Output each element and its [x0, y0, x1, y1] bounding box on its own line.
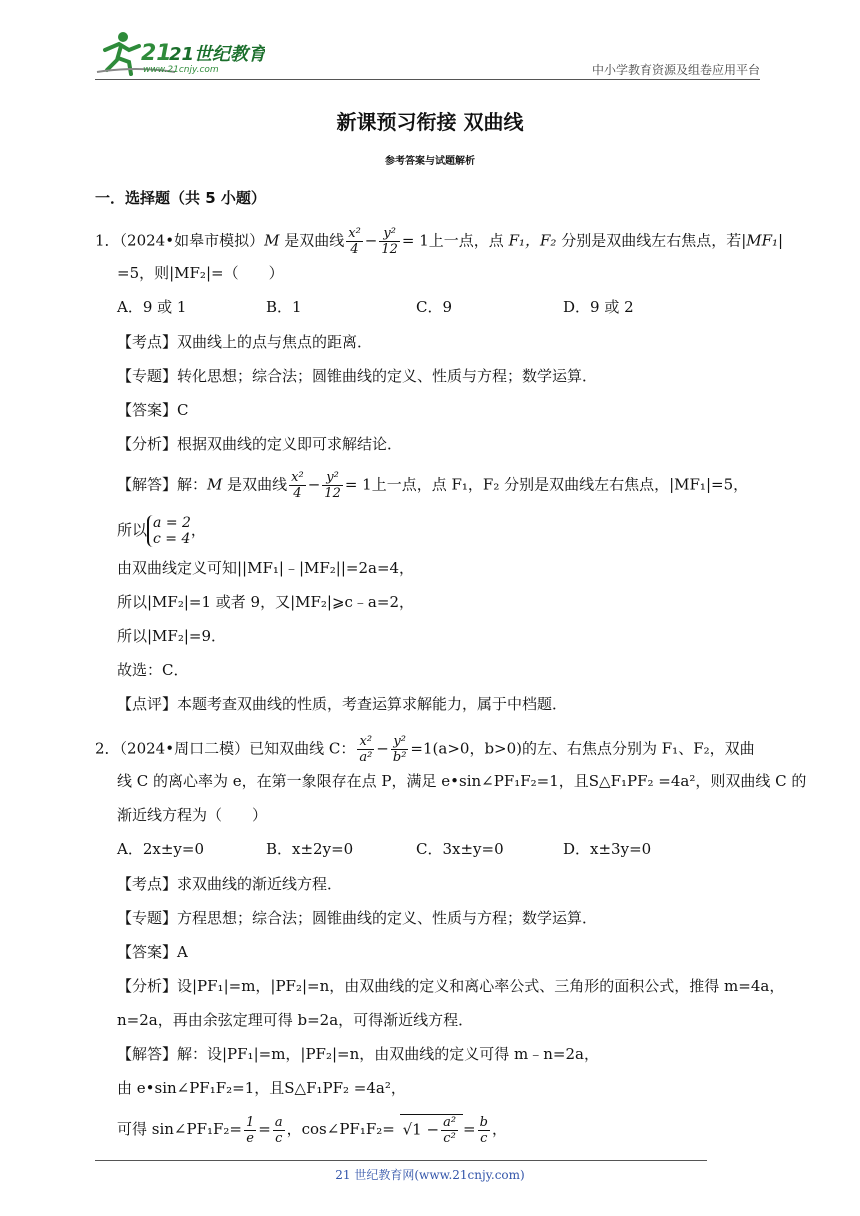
section-heading: 一．选择题（共 5 小题）: [95, 189, 266, 207]
q2-kaodian: 【考点】求双曲线的渐近线方程．: [117, 875, 343, 893]
q1-zhuanti: 【专题】转化思想；综合法；圆锥曲线的定义、性质与方程；数学运算．: [117, 367, 598, 385]
q2-answer: 【答案】A: [117, 943, 188, 961]
q1-stem: 1．（2024•如皋市模拟）M 是双曲线 $\frac{\text{x²}}{4}$ − $\frac{\text{y²}}{12}$ = 1上一点，点 F₁，F₂ 分别是双曲线左右焦点，若|MF₁|: [95, 226, 784, 257]
q1-option-b: B．1: [266, 298, 302, 316]
q2-analysis-2: n=2a，再由余弦定理可得 b=2a，可得渐近线方程．: [117, 1011, 474, 1029]
q1-choice: 故选：C．: [117, 661, 189, 679]
q1-option-a: A．9 或 1: [117, 298, 187, 316]
q1-step1: 由双曲线定义可知||MF₁|﹣|MF₂||=2a=4，: [117, 559, 415, 577]
svg-text:21: 21: [141, 41, 172, 66]
page-title: 新课预习衔接 双曲线: [336, 110, 524, 134]
q2-option-c: C．3x±y=0: [416, 840, 504, 858]
page-footer: 21 世纪教育网(www.21cnjy.com): [335, 1168, 525, 1182]
footer-divider: [95, 1160, 707, 1161]
q1-option-d: D．9 或 2: [563, 298, 634, 316]
q1-step3: 所以|MF₂|=9．: [117, 627, 226, 645]
q2-solution-2: 由 e•sin∠PF₁F₂=1，且S△F₁PF₂ =4a²，: [117, 1079, 406, 1097]
q1-comment: 【点评】本题考查双曲线的性质，考查运算求解能力，属于中档题．: [117, 695, 568, 713]
svg-text:www.21cnjy.com: www.21cnjy.com: [143, 65, 219, 75]
q2-stem-line3: 渐近线方程为（ ）: [117, 806, 268, 824]
q2-stem-line2: 线 C 的离心率为 e，在第一象限存在点 P，满足 e•sin∠PF₁F₂=1，且S△F₁PF₂ =4a²，则双曲线 C 的: [117, 772, 807, 790]
platform-name: 中小学教育资源及组卷应用平台: [591, 63, 760, 77]
q1-step2: 所以|MF₂|=1 或者 9，又|MF₂|⩾c﹣a=2，: [117, 593, 414, 611]
q2-zhuanti: 【专题】方程思想；综合法；圆锥曲线的定义、性质与方程；数学运算．: [117, 909, 598, 927]
q1-analysis: 【分析】根据双曲线的定义即可求解结论．: [117, 435, 403, 453]
q2-analysis-1: 【分析】设|PF₁|=m，|PF₂|=n，由双曲线的定义和离心率公式、三角形的面积公式，推得 m=4a，: [117, 977, 785, 995]
svg-text:21世纪教育: 21世纪教育: [169, 44, 265, 65]
site-logo: [95, 28, 265, 78]
q2-solution-3: 可得 sin∠PF₁F₂= $\frac{1}{e}$ = $\frac{a}{c}$ ，cos∠PF₁F₂= √1 − $\frac{\text{a²}}{\text{c²}}$ = $\frac{b}{c}$ ，: [117, 1114, 507, 1146]
q2-solution-1: 【解答】解：设|PF₁|=m，|PF₂|=n，由双曲线的定义可得 m﹣n=2a，: [117, 1045, 599, 1063]
q2-stem: 2．（2024•周口二模）已知双曲线 C： $\frac{\text{x²}}{\text{a²}}$ − $\frac{\text{y²}}{\text{b²}}$ =1(a>0，b>0)的左、右焦点分别为 F₁、F₂，双曲: [95, 734, 755, 765]
equation-system: a = 2 c = 4: [147, 515, 191, 547]
page-subtitle: 参考答案与试题解析: [385, 156, 475, 167]
q1-option-c: C．9: [416, 298, 453, 316]
q1-answer: 【答案】C: [117, 401, 189, 419]
header-divider: [95, 79, 760, 80]
runner-logo-icon: [95, 28, 265, 78]
q2-option-a: A．2x±y=0: [117, 840, 204, 858]
page-header: [95, 28, 760, 80]
q1-system: 所以 a = 2 c = 4 ，: [117, 515, 206, 547]
q1-stem-line2: =5，则|MF₂|=（ ）: [117, 264, 284, 282]
q2-option-d: D．x±3y=0: [563, 840, 652, 858]
q2-option-b: B．x±2y=0: [266, 840, 354, 858]
q1-kaodian: 【考点】双曲线上的点与焦点的距离．: [117, 333, 373, 351]
sqrt-expression: √1 − $\frac{\text{a²}}{\text{c²}}$: [400, 1114, 463, 1146]
q1-solution: 【解答】解：M 是双曲线 $\frac{\text{x²}}{4}$ − $\frac{\text{y²}}{12}$ = 1上一点，点 F₁，F₂ 分别是双曲线左右焦点，|MF₁|=5，: [117, 470, 749, 501]
